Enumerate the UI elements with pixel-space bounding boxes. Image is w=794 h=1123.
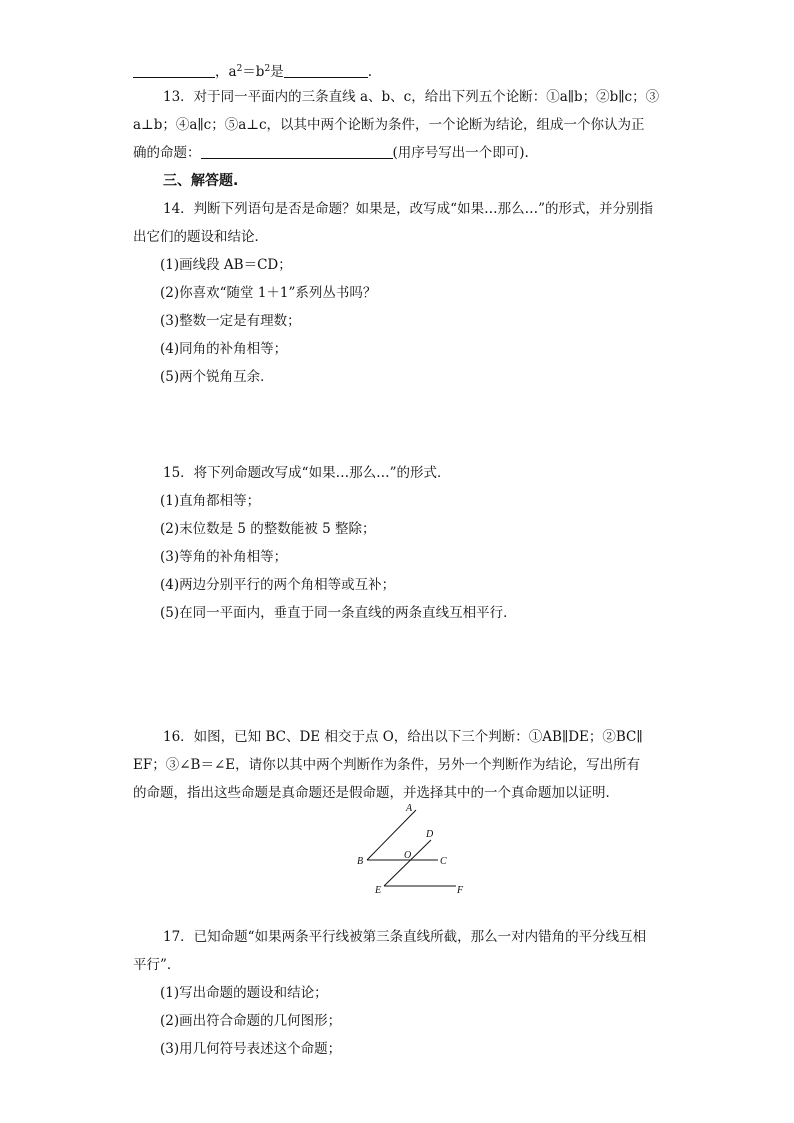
q15-item: (3)等角的补角相等； — [160, 549, 288, 565]
q12-sup-2: 2 — [264, 64, 271, 74]
q14-item: (1)画线段 AB＝CD； — [160, 257, 292, 273]
label-e: E — [375, 885, 382, 896]
label-c: C — [440, 856, 447, 867]
q13-line-3 — [133, 144, 529, 162]
label-o: O — [404, 850, 412, 861]
q17-line-2: 平行”． — [133, 957, 181, 973]
q12-text-2: ＝b — [242, 64, 265, 80]
q13-line-2: a⊥b；④a∥c；⑤a⊥c，以其中两个论断为条件，一个论断为结论，组成一个你认为正 — [133, 117, 645, 133]
label-b: B — [357, 856, 364, 867]
answer-blank-3[interactable] — [201, 144, 393, 159]
q13-line-3-post: (用序号写出一个即可). — [392, 145, 529, 161]
q16-line-3: 的命题，指出这些命题是真命题还是假命题，并选择其中的一个真命题加以证明． — [133, 785, 619, 801]
geometry-figure — [340, 796, 480, 901]
q12-sup-1: 2 — [236, 64, 243, 74]
q15-item: (5)在同一平面内，垂直于同一条直线的两条直线互相平行． — [160, 605, 517, 621]
q17-item: (2)画出符合命题的几何图形； — [160, 1013, 342, 1029]
segment-de — [384, 840, 431, 886]
q14-item: (5)两个锐角互余． — [160, 369, 274, 385]
label-f: F — [457, 885, 464, 896]
q15-item: (1)直角都相等； — [160, 493, 261, 509]
q14-line-2: 出它们的题设和结论． — [133, 229, 268, 245]
q16-line-1: 16．如图，已知 BC、DE 相交于点 O，给出以下三个判断：①AB∥DE；②BC∥ — [163, 729, 643, 745]
q12-text-1: ，a — [215, 64, 237, 80]
q15-item: (4)两边分别平行的两个角相等或互补； — [160, 577, 396, 593]
answer-blank-1[interactable] — [133, 63, 215, 78]
q15-line-1: 15．将下列命题改写成“如果…那么…”的形式． — [163, 465, 451, 481]
q17-line-1: 17．已知命题“如果两条平行线被第三条直线所截，那么一对内错角的平分线互相 — [163, 929, 647, 945]
q14-item: (2)你喜欢“随堂 1＋1”系列丛书吗？ — [160, 285, 377, 301]
q12-answer-line — [133, 60, 372, 81]
q17-item: (1)写出命题的题设和结论； — [160, 985, 328, 1001]
q14-item: (4)同角的补角相等； — [160, 341, 288, 357]
q13-line-3-pre: 确的命题： — [133, 145, 201, 161]
label-d: D — [426, 829, 434, 840]
q13-line-1: 13．对于同一平面内的三条直线 a、b、c，给出下列五个论断：①a∥b；②b∥c；③ — [163, 89, 660, 105]
q12-text-3: 是 — [270, 64, 284, 80]
q14-item: (3)整数一定是有理数； — [160, 313, 301, 329]
q14-line-1: 14．判断下列语句是否是命题？如果是，改写成“如果…那么…”的形式，并分别指 — [163, 201, 653, 217]
q16-line-2: EF；③∠B＝∠E，请你以其中两个判断作为条件，另外一个判断作为结论，写出所有 — [133, 757, 641, 773]
q15-item: (2)末位数是 5 的整数能被 5 整除； — [160, 521, 376, 537]
label-a: A — [406, 803, 413, 814]
q12-end: . — [367, 64, 372, 80]
section-heading: 三、解答题. — [163, 173, 239, 189]
q17-item: (3)用几何符号表述这个命题； — [160, 1041, 342, 1057]
answer-blank-2[interactable] — [284, 63, 368, 78]
